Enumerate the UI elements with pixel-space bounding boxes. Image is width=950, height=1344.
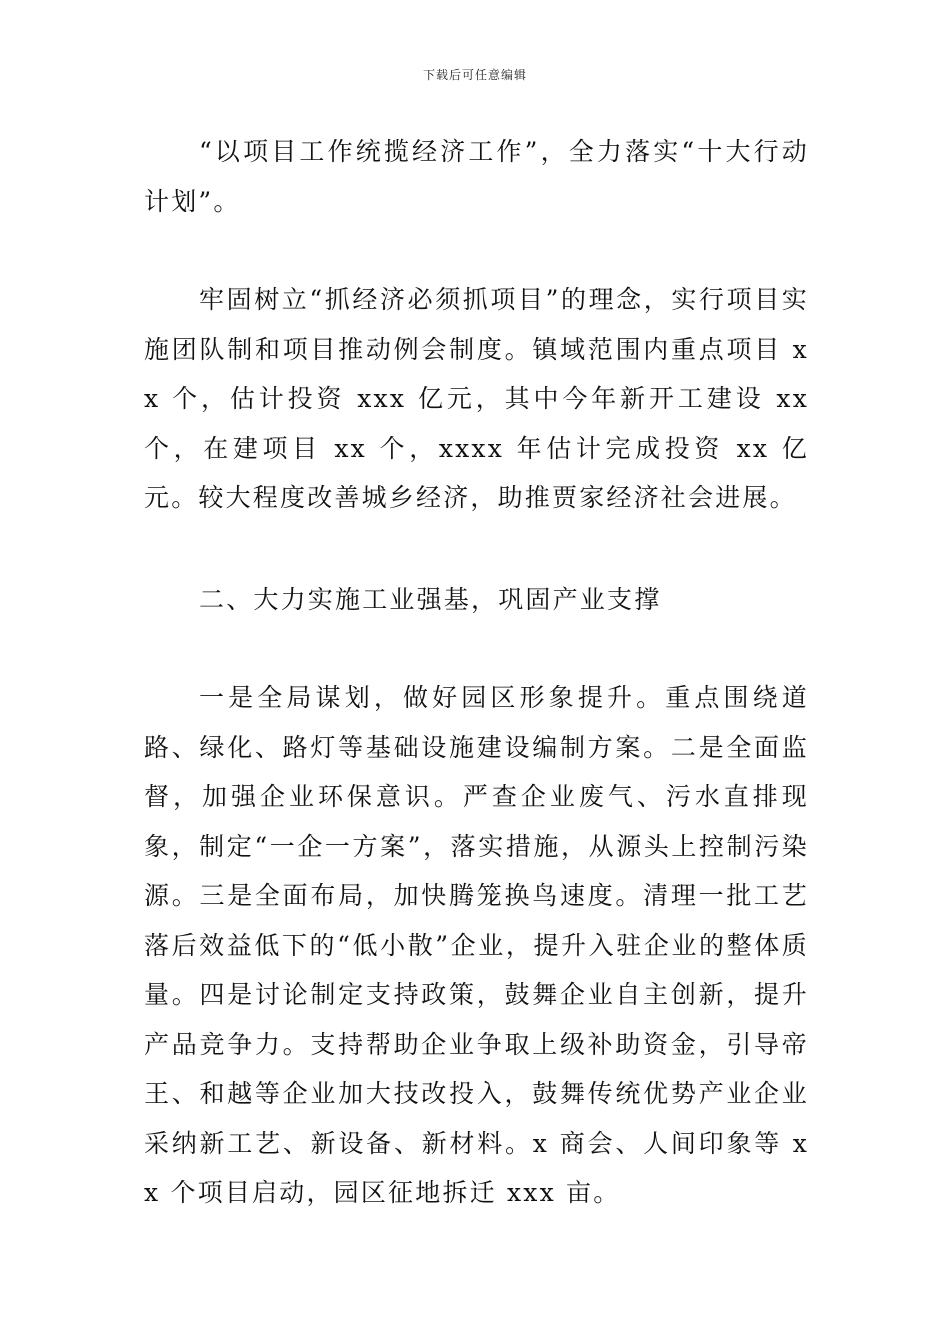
section-heading: 二、大力实施工业强基，巩固产业支撑 [199, 585, 662, 614]
paragraph-projects: 牢固树立“抓经济必须抓项目”的理念，实行项目实施团队制和项目推动例会制度。镇域范围内重点项目 xx 个，估计投资 xxx 亿元，其中今年新开工建设 xx 个，在建项目 xx 个，xxxx 年估计完成投资 xx 亿元。较大程度改善城乡经济，助推贾家经济社会进展。 [144, 285, 809, 512]
paragraph-industry: 一是全局谋划，做好园区形象提升。重点围绕道路、绿化、路灯等基础设施建设编制方案。二是全面监督，加强企业环保意识。严查企业废气、污水直排现象，制定“一企一方案”，落实措施，从源头上控制污染源。三是全面布局，加快腾笼换鸟速度。清理一批工艺落后效益低下的“低小散”企业，提升入驻企业的整体质量。四是讨论制定支持政策，鼓舞企业自主创新，提升产品竞争力。支持帮助企业争取上级补助资金，引导帝王、和越等企业加大技改投入，鼓舞传统优势产业企业采纳新工艺、新设备、新材料。x 商会、人间印象等 xx 个项目启动，园区征地拆迁 xxx 亩。 [144, 683, 809, 1207]
paragraph-intro: “以项目工作统揽经济工作”，全力落实“十大行动计划”。 [144, 137, 809, 216]
header-note: 下载后可任意编辑 [422, 68, 527, 82]
